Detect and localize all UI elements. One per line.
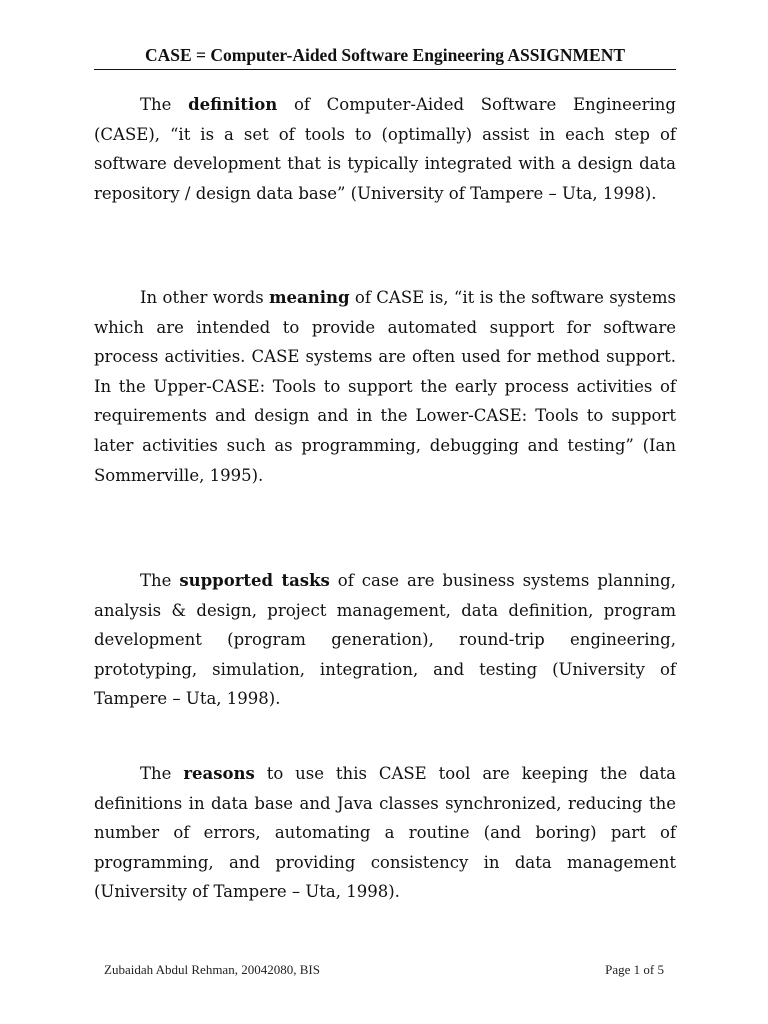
paragraph-lead: In other words [140, 288, 270, 307]
footer-page-number: Page 1 of 5 [605, 962, 664, 977]
paragraph-text [94, 90, 676, 208]
paragraph-body: of case are business systems planning, analysis & design, project management, data definition, program development (program generation), round-trip engineering, prototyping, simulation, integration, and testing (University of Tampere – Uta, 1998). [94, 571, 676, 709]
paragraph-keyword: reasons [183, 764, 255, 783]
paragraph-text [94, 566, 676, 714]
paragraph-meaning [94, 283, 676, 490]
paragraph-text [94, 759, 676, 907]
paragraph-reasons [94, 759, 676, 907]
paragraph-keyword: meaning [269, 288, 350, 307]
paragraph-keyword: definition [188, 95, 278, 114]
paragraph-lead: The [140, 571, 180, 590]
paragraph-definition [94, 90, 676, 208]
page-footer [104, 962, 664, 978]
paragraph-supported-tasks [94, 566, 676, 714]
paragraph-body: of CASE is, “it is the software systems which are intended to provide automated support for software process activities. CASE systems are often used for method support. In the Upper-CASE: Tools to support the early process activities of requirements and design and in the Lower-CASE: Tools to support later activities such as programming, debugging and testing” (Ian Sommerville, 1995). [94, 288, 676, 485]
paragraph-lead: The [140, 95, 189, 114]
paragraph-text [94, 283, 676, 490]
paragraph-body: to use this CASE tool are keeping the data definitions in data base and Java classes synchronized, reducing the number of errors, automating a routine (and boring) part of programming, and providing consistency in data management (University of Tampere – Uta, 1998). [94, 764, 676, 902]
paragraph-lead: The [140, 764, 184, 783]
page-title: CASE = Computer-Aided Software Engineering ASSIGNMENT [94, 44, 676, 70]
paragraph-body: of Computer-Aided Software Engineering (CASE), “it is a set of tools to (optimally) assist in each step of software development that is typically integrated with a design data repository / design data base” (University of Tampere – Uta, 1998). [94, 95, 676, 203]
paragraph-keyword: supported tasks [179, 571, 330, 590]
footer-author: Zubaidah Abdul Rehman, 20042080, BIS [104, 962, 320, 977]
